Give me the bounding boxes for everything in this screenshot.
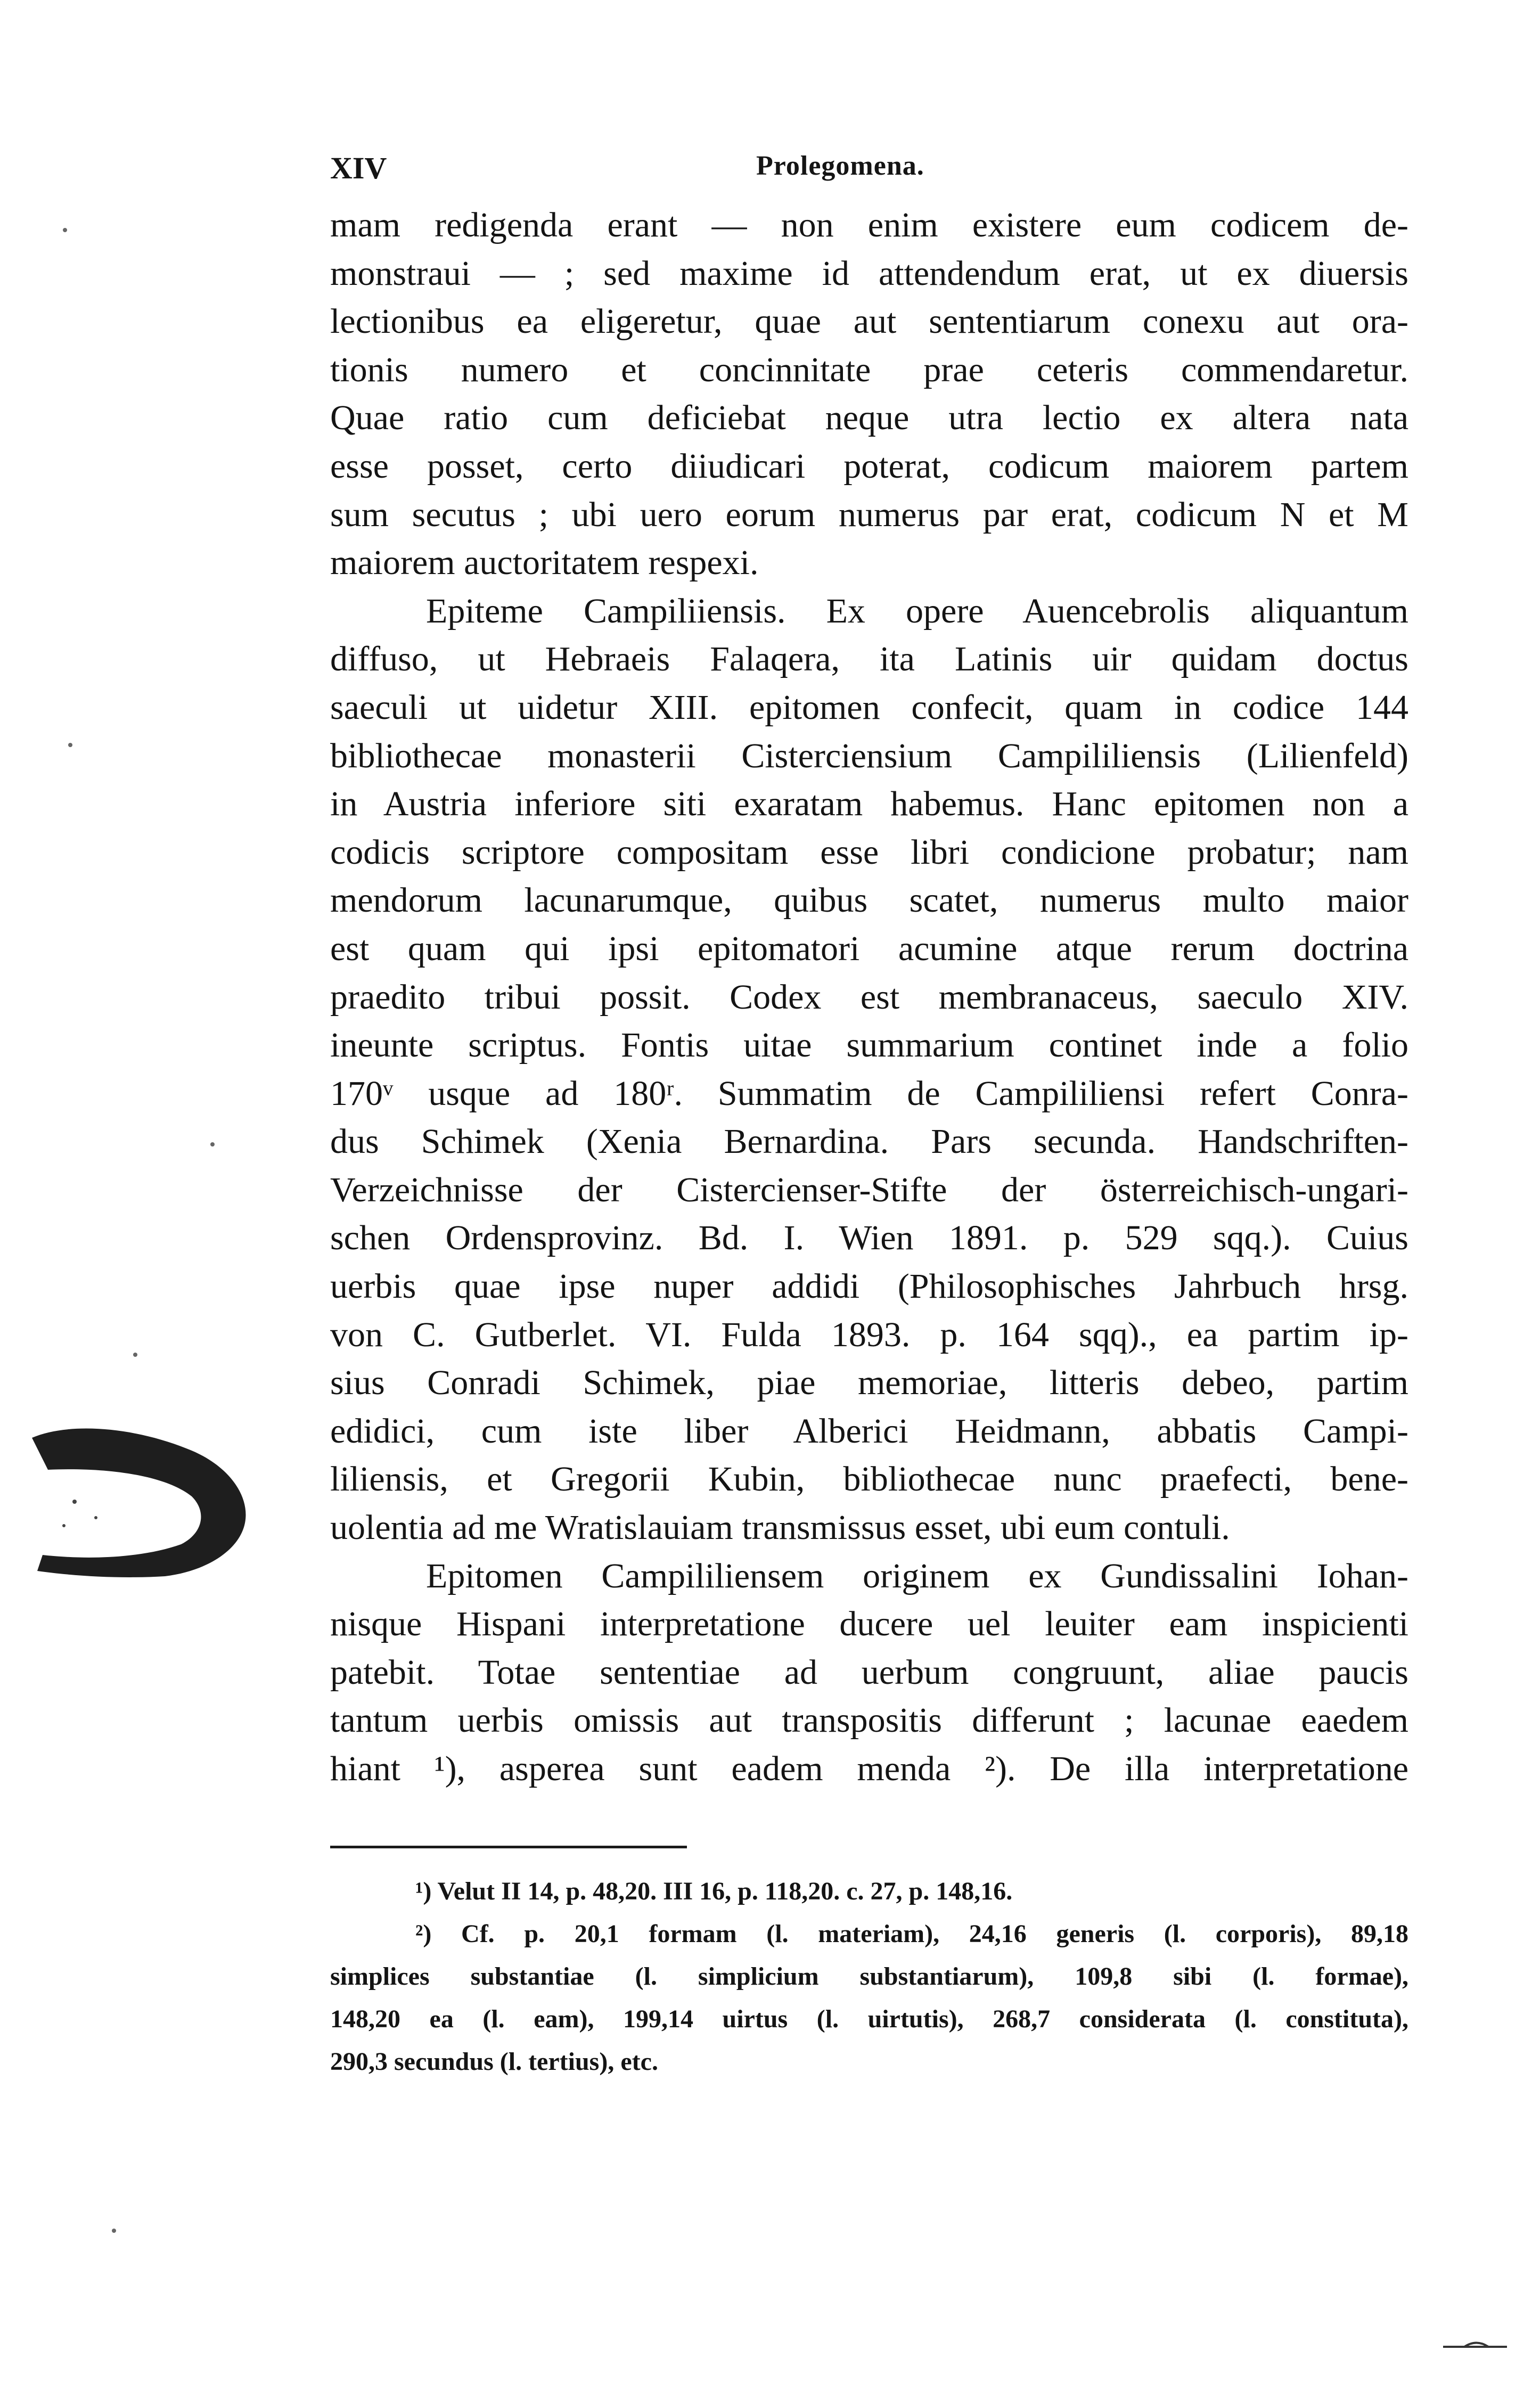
text-line: monstraui — ; sed maxime id attendendum erat, ut ex diuersis	[330, 253, 1408, 293]
text-line: 170ᵛ usque ad 180ʳ. Summatim de Campililiensi refert Conra-	[330, 1074, 1408, 1113]
text-line: Quae ratio cum deficiebat neque utra lectio ex altera nata	[330, 398, 1408, 438]
scan-artifact-mark	[1443, 2340, 1507, 2351]
page-number: XIV	[330, 151, 387, 185]
text-line: patebit. Totae sententiae ad uerbum congruunt, aliae paucis	[330, 1652, 1408, 1692]
footnote-line: ²) Cf. p. 20,1 formam (l. materiam), 24,16 generis (l. corporis), 89,18	[415, 1920, 1408, 1948]
scan-speck	[133, 1353, 137, 1357]
text-line: mendorum lacunarumque, quibus scatet, numerus multo maior	[330, 881, 1408, 920]
text-line: sius Conradi Schimek, piae memoriae, litteris debeo, partim	[330, 1363, 1408, 1403]
text-line: diffuso, ut Hebraeis Falaqera, ita Latinis uir quidam doctus	[330, 640, 1408, 679]
text-line: liliensis, et Gregorii Kubin, bibliothecae nunc praefecti, bene-	[330, 1460, 1408, 1499]
text-line: praedito tribui possit. Codex est membranaceus, saeculo XIV.	[330, 977, 1408, 1017]
text-line: tionis numero et concinnitate prae ceteris commendaretur.	[330, 350, 1408, 389]
text-line: sum secutus ; ubi uero eorum numerus par erat, codicum N et M	[330, 495, 1408, 534]
text-line: maiorem auctoritatem respexi.	[330, 543, 759, 583]
footnote-line: simplices substantiae (l. simplicium substantiarum), 109,8 sibi (l. formae),	[330, 1962, 1408, 1991]
footnote-line: ¹) Velut II 14, p. 48,20. III 16, p. 118,20. c. 27, p. 148,16.	[415, 1877, 1013, 1905]
text-line: mam redigenda erant — non enim existere eum codicem de-	[330, 206, 1408, 244]
footnote-line: 290,3 secundus (l. tertius), etc.	[330, 2048, 658, 2076]
text-line: bibliothecae monasterii Cisterciensium Campililiensis (Lilienfeld)	[330, 736, 1408, 775]
text-line: uolentia ad me Wratislauiam transmissus esset, ubi eum contuli.	[330, 1508, 1230, 1547]
text-line: nisque Hispani interpretatione ducere uel leuiter eam inspicienti	[330, 1604, 1408, 1644]
footnote-line: 148,20 ea (l. eam), 199,14 uirtus (l. uirtutis), 268,7 considerata (l. constituta),	[330, 2005, 1408, 2033]
running-head: Prolegomena.	[756, 151, 924, 181]
text-line: Epitomen Campililiensem originem ex Gundissalini Iohan-	[426, 1556, 1408, 1595]
scan-artifact-blot	[27, 1416, 261, 1587]
scan-speck	[210, 1142, 215, 1147]
text-line: hiant ¹), asperea sunt eadem menda ²). De illa interpretatione	[330, 1749, 1408, 1788]
text-line: saeculi ut uidetur XIII. epitomen confecit, quam in codice 144	[330, 687, 1408, 727]
footnotes	[330, 1870, 1408, 2083]
text-line: ineunte scriptus. Fontis uitae summarium continet inde a folio	[330, 1026, 1408, 1065]
scan-speck	[112, 2229, 116, 2233]
text-line: est quam qui ipsi epitomatori acumine atque rerum doctrina	[330, 929, 1408, 968]
text-line: Epiteme Campiliiensis. Ex opere Auencebrolis aliquantum	[426, 591, 1408, 630]
text-line: von C. Gutberlet. VI. Fulda 1893. p. 164 sqq)., ea partim ip-	[330, 1315, 1408, 1354]
footnote-rule	[330, 1846, 687, 1848]
text-line: Verzeichnisse der Cistercienser-Stifte der österreichisch-ungari-	[330, 1170, 1408, 1209]
text-line: lectionibus ea eligeretur, quae aut sententiarum conexu aut ora-	[330, 302, 1408, 341]
scan-speck	[63, 228, 67, 232]
text-line: uerbis quae ipse nuper addidi (Philosophisches Jahrbuch hrsg.	[330, 1267, 1408, 1306]
body-text	[330, 201, 1408, 1794]
text-line: schen Ordensprovinz. Bd. I. Wien 1891. p. 529 sqq.). Cuius	[330, 1218, 1408, 1258]
text-line: esse posset, certo diiudicari poterat, codicum maiorem partem	[330, 446, 1408, 486]
page-header	[330, 150, 1408, 193]
scan-speck	[68, 743, 72, 747]
text-line: dus Schimek (Xenia Bernardina. Pars secunda. Handschriften-	[330, 1122, 1408, 1161]
text-line: in Austria inferiore siti exaratam habemus. Hanc epitomen non a	[330, 784, 1408, 824]
text-line: codicis scriptore compositam esse libri condicione probatur; nam	[330, 832, 1408, 872]
text-line: edidici, cum iste liber Alberici Heidmann, abbatis Campi-	[330, 1411, 1408, 1451]
text-line: tantum uerbis omissis aut transpositis differunt ; lacunae eaedem	[330, 1701, 1408, 1740]
